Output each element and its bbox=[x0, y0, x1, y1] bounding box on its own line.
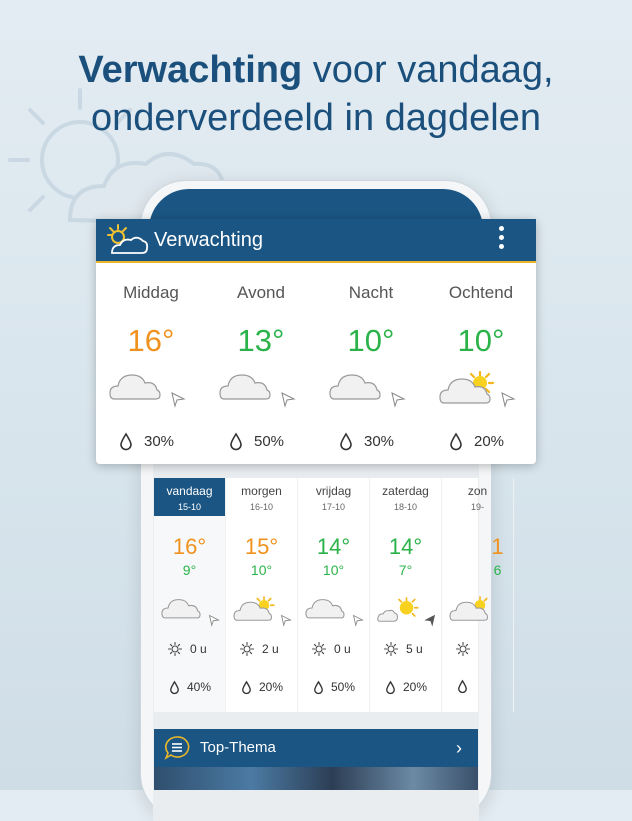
wind-arrow-icon bbox=[208, 614, 220, 626]
wind-arrow-icon bbox=[424, 614, 436, 626]
max-temp: 1 bbox=[491, 534, 504, 559]
day-header: morgen 16-10 bbox=[241, 484, 282, 512]
daily-forecast-table[interactable] bbox=[154, 478, 504, 712]
raindrop-icon bbox=[170, 681, 179, 694]
thema-image[interactable] bbox=[154, 767, 478, 790]
rain-chance: 40% bbox=[170, 680, 211, 694]
top-thema-bar[interactable] bbox=[154, 729, 478, 767]
raindrop-icon bbox=[386, 681, 395, 694]
raindrop-icon bbox=[340, 433, 352, 450]
chevron-right-icon[interactable]: › bbox=[456, 738, 462, 758]
min-temp: 10° bbox=[250, 562, 273, 578]
sun-outline-icon bbox=[312, 642, 326, 656]
card-header bbox=[96, 219, 536, 263]
rain-chance bbox=[458, 680, 475, 693]
sun-cloud-icon bbox=[104, 223, 148, 257]
sun-hours: 2 u bbox=[240, 642, 279, 656]
day-header: zon 19- bbox=[467, 484, 488, 512]
max-temp: 16° bbox=[172, 534, 207, 559]
daypart-name: Nacht bbox=[348, 283, 394, 302]
daypart-name: Ochtend bbox=[448, 283, 514, 302]
daypart-temp: 10° bbox=[347, 323, 395, 358]
wind-arrow-icon bbox=[280, 391, 296, 407]
max-temp: 15° bbox=[244, 534, 279, 559]
wind-arrow-icon bbox=[170, 391, 186, 407]
sun-outline-icon bbox=[240, 642, 254, 656]
rain-chance: 20% bbox=[242, 680, 283, 694]
rain-chance: 50% bbox=[230, 433, 284, 450]
sun-hours: 5 u bbox=[384, 642, 423, 656]
wind-arrow-icon bbox=[390, 391, 406, 407]
raindrop-icon bbox=[458, 680, 467, 693]
daypart-item bbox=[316, 265, 426, 464]
wind-arrow-icon bbox=[352, 614, 364, 626]
sun-outline-icon bbox=[384, 642, 398, 656]
wind-arrow-icon bbox=[280, 614, 292, 626]
raindrop-icon bbox=[242, 681, 251, 694]
max-temp: 14° bbox=[388, 534, 423, 559]
day-column[interactable] bbox=[370, 478, 442, 712]
sun-cloud-icon bbox=[450, 596, 492, 622]
cloud-icon bbox=[162, 596, 200, 620]
news-bubble-icon bbox=[164, 735, 190, 761]
sun-outline-icon bbox=[168, 642, 182, 656]
raindrop-icon bbox=[450, 433, 462, 450]
raindrop-icon bbox=[120, 433, 132, 450]
cloud-icon bbox=[330, 371, 380, 401]
min-temp: 6 bbox=[493, 562, 502, 578]
daypart-temp: 10° bbox=[457, 323, 505, 358]
raindrop-icon bbox=[314, 681, 323, 694]
sun-outline-icon bbox=[456, 642, 470, 656]
cloud-icon bbox=[110, 371, 160, 401]
headline: Verwachting voor vandaag, onderverdeeld in dagdelen bbox=[78, 49, 554, 139]
daypart-item bbox=[96, 265, 206, 464]
max-temp: 14° bbox=[316, 534, 351, 559]
rain-chance: 30% bbox=[120, 433, 174, 450]
sun-hours: 0 u bbox=[168, 642, 207, 656]
day-column-partial[interactable] bbox=[442, 478, 514, 712]
day-column[interactable] bbox=[298, 478, 370, 712]
cloud-icon bbox=[306, 596, 344, 620]
rain-chance: 20% bbox=[450, 433, 504, 450]
dayparts-row bbox=[96, 265, 536, 464]
forecast-card bbox=[96, 219, 536, 464]
rain-chance: 30% bbox=[340, 433, 394, 450]
sun-cloud-icon bbox=[378, 596, 420, 624]
day-header: vandaag 15-10 bbox=[154, 478, 225, 516]
daypart-temp: 13° bbox=[237, 323, 285, 358]
min-temp: 9° bbox=[182, 562, 197, 578]
rain-chance: 20% bbox=[386, 680, 427, 694]
rain-chance: 50% bbox=[314, 680, 355, 694]
sun-hours: 0 u bbox=[312, 642, 351, 656]
sun-cloud-icon bbox=[440, 371, 496, 405]
sun-cloud-icon bbox=[234, 596, 276, 622]
sun-hours bbox=[456, 642, 478, 656]
more-menu-icon[interactable] bbox=[496, 226, 506, 256]
day-header: zaterdag 18-10 bbox=[382, 484, 429, 512]
cloud-icon bbox=[220, 371, 270, 401]
daypart-item bbox=[206, 265, 316, 464]
day-column[interactable] bbox=[226, 478, 298, 712]
daypart-name: Avond bbox=[237, 283, 285, 302]
day-column-today[interactable] bbox=[154, 478, 226, 712]
min-temp: 7° bbox=[398, 562, 413, 578]
top-thema-label: Top-Thema bbox=[200, 739, 276, 756]
wind-arrow-icon bbox=[500, 391, 516, 407]
raindrop-icon bbox=[230, 433, 242, 450]
daypart-name: Middag bbox=[123, 283, 179, 302]
daypart-item bbox=[426, 265, 536, 464]
card-title: Verwachting bbox=[154, 229, 263, 251]
day-header: vrijdag 17-10 bbox=[315, 484, 352, 512]
daypart-temp: 16° bbox=[127, 323, 175, 358]
min-temp: 10° bbox=[322, 562, 345, 578]
